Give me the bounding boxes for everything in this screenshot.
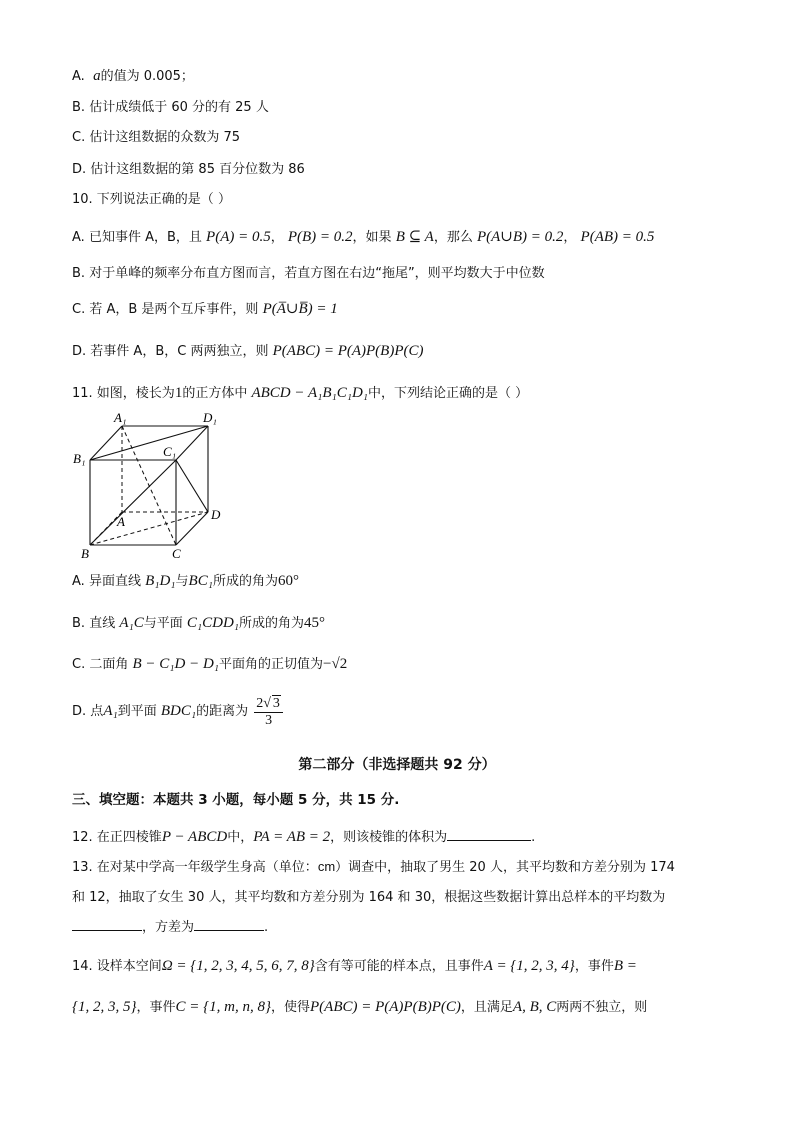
- part-two-title: 第二部分（非选择题共 92 分）: [298, 757, 496, 773]
- label-a1: A₁: [114, 410, 127, 425]
- q10-option-d: D. 若事件 A，B，C 两两独立，则 P(ABC) = P(A)P(B)P(C): [72, 343, 424, 359]
- q13-line3: ，方差为 .: [72, 918, 268, 938]
- label-a: A: [117, 514, 125, 529]
- q10-option-a: A. 已知事件 A，B，且 P(A) = 0.5， P(B) = 0.2，如果 B ⊆ A，那么 P(A∪B) = 0.2， P(AB) = 0.5: [72, 229, 655, 245]
- diagonal-b1-d1: [90, 426, 208, 460]
- q13-mean-blank[interactable]: [72, 918, 142, 931]
- label-c1: C₁: [163, 444, 177, 459]
- label-b: B: [81, 546, 89, 561]
- q11-option-d: D. 点A₁到平面 BDC₁的距离为 $\frac{2√ 3}{3}$: [72, 694, 283, 729]
- label-b1: B₁: [73, 451, 86, 466]
- q9-option-d: D. 估计这组数据的第 85 百分位数为 86: [72, 162, 305, 177]
- q13-variance-blank[interactable]: [194, 918, 264, 931]
- q13-line1: 13. 在对某中学高一年级学生身高（单位：cm）调查中，抽取了男生 20 人，其平均数和方差分别为 174: [72, 859, 675, 875]
- q13-line2: 和 12，抽取了女生 30 人，其平均数和方差分别为 164 和 30，根据这些数据计算出总样本的平均数为: [72, 890, 666, 905]
- q11-option-a: A. 异面直线 B₁D₁与BC₁所成的角为60°: [72, 573, 299, 589]
- q12: 12. 在正四棱锥P − ABCD中，PA = AB = 2，则该棱锥的体积为 .: [72, 829, 536, 845]
- cube-figure: [70, 408, 240, 564]
- diagonal-c1-d: [176, 460, 208, 512]
- q9-option-b: B. 估计成绩低于 60 分的有 25 人: [72, 100, 269, 115]
- q10-option-b: B. 对于单峰的频率分布直方图而言，若直方图在右边“拖尾”，则平均数大于中位数: [72, 266, 545, 281]
- label-d1: D₁: [203, 410, 217, 425]
- diagonal-b-d-hidden: [90, 512, 208, 545]
- q9-a-variable: a: [93, 68, 101, 84]
- section-three-title: 三、填空题：本题共 3 小题，每小题 5 分，共 15 分.: [72, 792, 400, 808]
- q11-stem: 11. 如图，棱长为1的正方体中 ABCD − A₁B₁C₁D₁中，下列结论正确的是（ ）: [72, 385, 529, 401]
- label-c: C: [172, 546, 181, 561]
- q11-option-b: B. 直线 A₁C与平面 C₁CDD₁所成的角为45°: [72, 615, 326, 631]
- diagonal-b-c1: [90, 460, 176, 545]
- q10-stem: 10. 下列说法正确的是（ ）: [72, 192, 231, 207]
- label-d: D: [211, 507, 221, 522]
- q14-line1: 14. 设样本空间Ω = {1, 2, 3, 4, 5, 6, 7, 8}含有等可能的样本点，且事件A = {1, 2, 3, 4}，事件B =: [72, 958, 637, 974]
- q9-option-a: A. a的值为 0.005；: [72, 68, 194, 84]
- q9-option-c: C. 估计这组数据的众数为 75: [72, 130, 241, 145]
- q14-line2: {1, 2, 3, 5}，事件C = {1, m, n, 8}，使得P(ABC) = P(A)P(B)P(C)，且满足A, B, C两两不独立，则: [72, 999, 648, 1015]
- distance-fraction: $\frac{2√ 3}{3}$: [254, 695, 283, 729]
- q12-answer-blank[interactable]: [447, 828, 531, 841]
- q10-option-c: C. 若 A，B 是两个互斥事件，则 P(A̅∪B̅) = 1: [72, 301, 338, 317]
- q11-option-c: C. 二面角 B − C₁D − D₁平面角的正切值为−√2: [72, 656, 348, 672]
